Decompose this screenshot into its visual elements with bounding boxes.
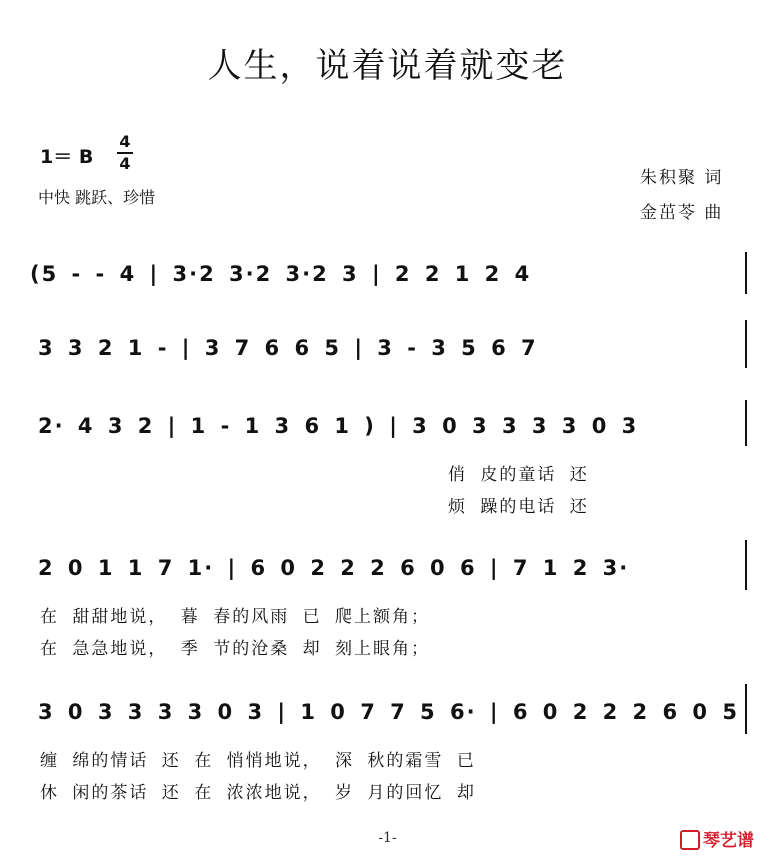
page-number: -1-	[378, 830, 397, 846]
barline	[745, 684, 747, 734]
score-line-5: 3 0 3 3 3 3 0 3 | 1 0 7 7 5 6· | 6 0 2 2 2 6 0 5	[38, 700, 739, 724]
lyric-line-3b: 烦 躁的电话 还	[448, 497, 589, 517]
logo-icon	[680, 830, 700, 850]
barline	[745, 400, 747, 446]
score-line-3: 2· 4 3 2 | 1 - 1 3 6 1 ) | 3 0 3 3 3 3 0 3	[38, 414, 639, 438]
barline	[745, 320, 747, 368]
lyric-line-5b: 休 闲的茶话 还 在 浓浓地说， 岁 月的回忆 却	[40, 783, 476, 803]
lyric-line-4a: 在 甜甜地说， 暮 春的风雨 已 爬上额角；	[40, 607, 431, 627]
tempo-marking: 中快 跳跃、珍惜	[38, 188, 156, 207]
watermark-logo	[680, 826, 754, 851]
barline	[745, 540, 747, 590]
song-title: 人生，说着说着就变老	[207, 46, 568, 86]
lyric-line-5a: 缠 绵的情话 还 在 悄悄地说， 深 秋的霜雪 已	[40, 751, 476, 771]
watermark-text: 琴艺谱	[703, 831, 754, 851]
lyric-line-4b: 在 急急地说， 季 节的沧桑 却 刻上眼角；	[40, 639, 431, 659]
composer-credit: 金茁苓 曲	[640, 203, 724, 223]
key-signature: 1＝ B	[40, 146, 94, 168]
lyricist-credit: 朱积聚 词	[640, 168, 724, 188]
lyric-line-3a: 俏 皮的童话 还	[448, 465, 589, 485]
score-line-1: (5 - - 4 | 3·2 3·2 3·2 3 | 2 2 1 2 4	[30, 262, 532, 286]
time-signature-bottom: 4	[119, 154, 131, 173]
score-line-2: 3 3 2 1 - | 3 7 6 6 5 | 3 - 3 5 6 7	[38, 336, 538, 360]
time-signature-top: 4	[119, 132, 131, 151]
barline	[745, 252, 747, 294]
score-line-4: 2 0 1 1 7 1· | 6 0 2 2 2 6 0 6 | 7 1 2 3·	[38, 556, 630, 580]
time-signature	[117, 133, 133, 173]
